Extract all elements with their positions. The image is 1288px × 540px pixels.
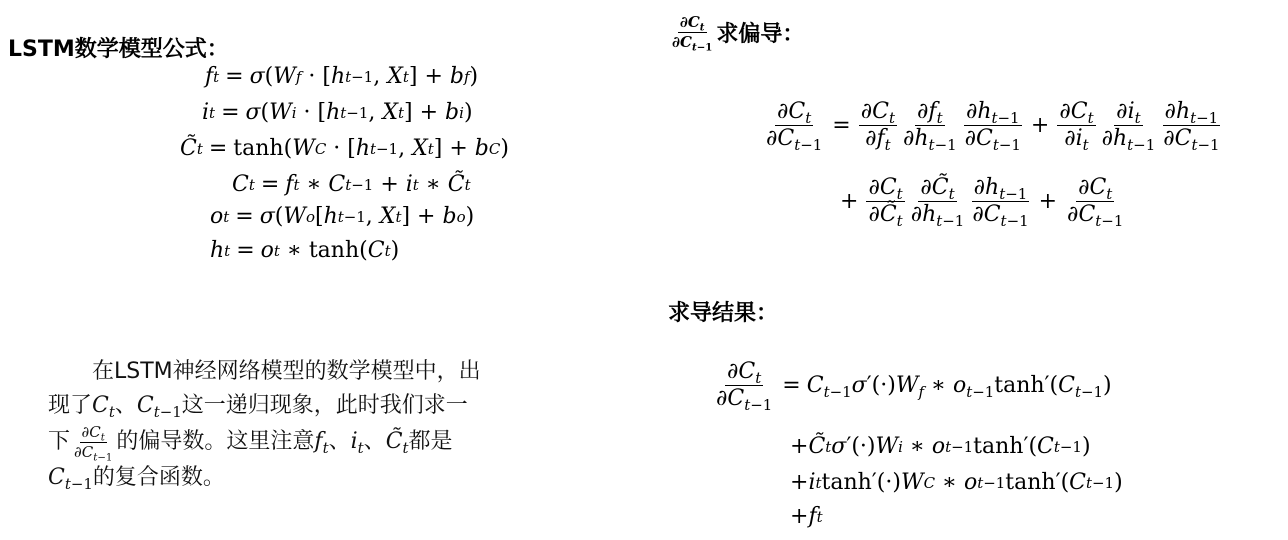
heading-fraction: $\frac{\partial C_t}{\partial C_{t-1}}$ <box>672 13 713 54</box>
paragraph-text: 、 <box>363 429 386 454</box>
hidden-state-formula: h t = o t ∗ tanh( C t ) <box>210 238 400 263</box>
math-c-t: $C_t$ <box>92 393 115 422</box>
cell-state-formula: C t = f t ∗ C t−1 + i t ∗ C̃ t <box>232 172 471 197</box>
paragraph-text: 下 <box>48 429 71 454</box>
paragraph-text: 的偏导数。这里注意 <box>116 429 315 454</box>
input-gate-formula: i t = σ ( W i · [ h t−1 , X t ] + b i ) <box>202 100 473 125</box>
math-f-t: $f_t$ <box>314 429 329 458</box>
result-heading: 求导结果： <box>668 301 779 326</box>
lstm-formulas-heading: LSTM数学模型公式： <box>8 37 229 62</box>
math-c-tilde-t: $C̃_t$ <box>385 429 409 458</box>
candidate-state-formula: C̃ t = tanh( W C · [ h t−1 , X t ] + b C ) <box>180 136 509 161</box>
output-gate-formula: o t = σ ( W o [ h t−1 , X t ] + b o ) <box>210 204 475 229</box>
math-c-t-minus-1: $C_{t-1}$ <box>48 465 93 494</box>
result-line-1: $\frac{\partial C_t}{\partial C_{t-1}}$ = $C_{t-1}\sigma'(\cdot)W_f$ ∗ $o_{t-1}\tanh'(C_{t-1})$ <box>716 359 1112 415</box>
partial-derivative-heading <box>668 13 805 54</box>
math-i-t: $i_t$ <box>350 429 364 458</box>
derivative-expansion-line-2: + $\frac{\partial C_t}{\partial C̃_t}$ $\frac{\partial C̃_t}{\partial h_{t-1}}$ $\frac{\partial h_{t-1}}{\partial C_{t-1}}$ + $\frac{\partial C_t}{\partial C_{t-1}}$ <box>840 175 1124 231</box>
paragraph-line-1: 在LSTM神经网络模型的数学模型中，出 <box>92 359 481 384</box>
paragraph-text: 的复合函数。 <box>92 465 225 490</box>
result-line-4: + f t <box>790 504 823 529</box>
paragraph-text: 这一递归现象，此时我们求一 <box>181 393 468 418</box>
derivative-expansion-line-1: $\frac{\partial C_t}{\partial C_{t-1}}$ = $\frac{\partial C_t}{\partial f_t}$ $\frac{\partial f_t}{\partial h_{t-1}}$ $\frac{\partial h_{t-1}}{\partial C_{t-1}}$ + $\frac{\partial C_t}{\partial i_t}$ $\frac{\partial i_t}{\partial h_{t-1}}$ $\frac{\partial h_{t-1}}{\partial C_{t-1}}$ <box>766 99 1220 155</box>
paragraph-text: 、 <box>328 429 351 454</box>
heading-text: 求偏导： <box>716 21 805 47</box>
paragraph-text: 现了 <box>48 393 93 418</box>
paragraph-text: 、 <box>114 393 137 418</box>
result-line-2: + C̃ t σ ′(·) W i ∗ o t−1 tanh′( C t−1 ) <box>790 434 1091 459</box>
math-c-t-minus-1: $C_{t-1}$ <box>136 393 182 422</box>
forget-gate-formula: f t = σ ( W f · [ h t−1 , X t ] + b f ) <box>205 64 479 89</box>
paragraph-text: 都是 <box>408 429 453 454</box>
explanation-paragraph <box>48 355 588 495</box>
result-line-3: + i t tanh′(·) W C ∗ o t−1 tanh′( C t−1 ) <box>790 470 1123 495</box>
inline-partial-fraction: $\frac{\partial C_t}{\partial C_{t-1}}$ <box>74 423 113 464</box>
